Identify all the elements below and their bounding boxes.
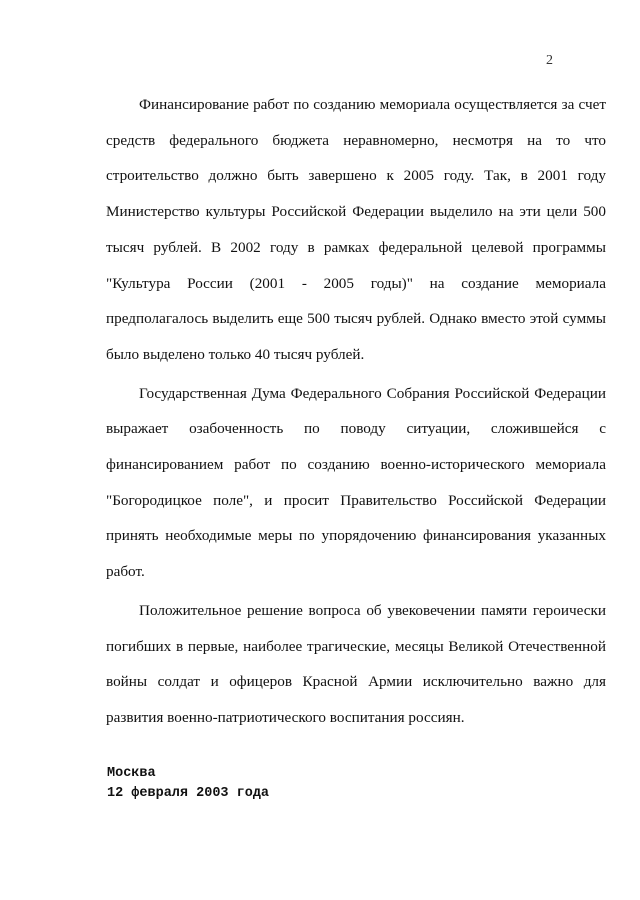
paragraph-duma-concern: Государственная Дума Федерального Собрания Российской Федерации выражает озабоченность по поводу ситуации, сложившейся с финансированием работ по созданию военно-исторического мемориала "Богородицкое поле", и просит Правительство Российской Федерации принять необходимые меры по упорядочению финансирования указанных работ. — [106, 384, 606, 581]
signature-block — [107, 764, 269, 804]
page-number: 2 — [546, 53, 553, 68]
paragraph-funding: Финансирование работ по созданию мемориала осуществляется за счет средств федерального бюджета неравномерно, несмотря на то что строительство должно быть завершено к 2005 году. Так, в 2001 году Министерство культуры Российской Федерации выделило на эти цели 500 тысяч рублей. В 2002 году в рамках федеральной целевой программы "Культура России (2001 - 2005 годы)" на создание мемориала предполагалось выделить еще 500 тысяч рублей. Однако вместо этой суммы было выделено только 40 тысяч рублей. — [106, 96, 606, 363]
paragraph-conclusion: Положительное решение вопроса об увековечении памяти героически погибших в первые, наиболее трагические, месяцы Великой Отечественной войны солдат и офицеров Красной Армии исключительно важно для развития военно-патриотического воспитания россиян. — [106, 601, 606, 726]
signature-city: Москва — [107, 766, 156, 781]
signature-date: 12 февраля 2003 года — [107, 786, 270, 801]
document-body — [106, 87, 606, 736]
